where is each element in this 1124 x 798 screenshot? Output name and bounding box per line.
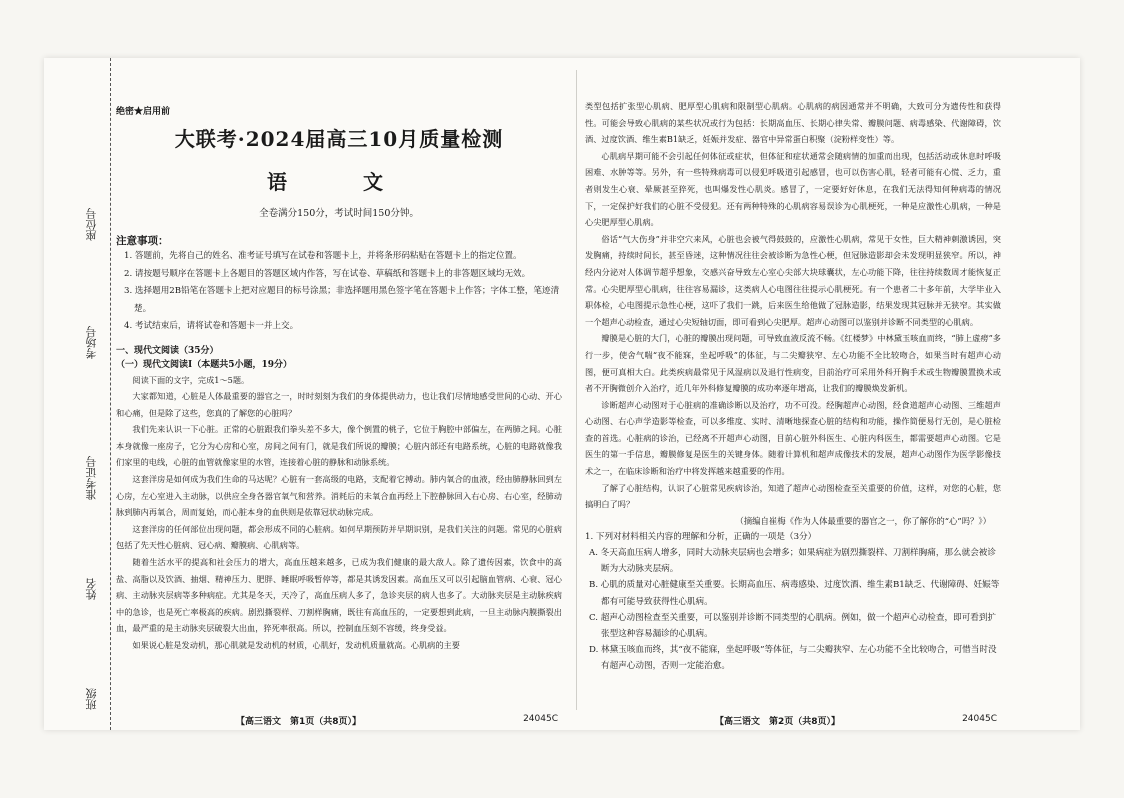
passage-source: （摘编自崔梅《作为人体最重要的器官之一，你了解你的“心”吗？》） [735,515,991,526]
passage-paragraph: 俗话“气大伤身”并非空穴来风，心脏也会被气得鼓鼓的，应激性心肌病，常见于女性，巨大精神刺激诱因，突发胸痛，持续时间长，甚至昏迷，这种情况往往会被诊断为急性心梗，但冠脉造影却会未发现明显狭窄。所以，神经内分泌对人体调节超乎想象，交感兴奋导致左心室心尖部大块球囊状，左心功能下降，往往持续数周才能恢复正常。心尖肥厚型心肌病，往往容易漏诊，这类病人心电图往往提示心肌梗死。有一个患者二十多年前，大学毕业入职体检，心电图提示急性心梗，这吓了我们一跳，后来医生给他做了冠脉造影，结果发现其冠脉并无狭窄。其实做一个超声心动检查，通过心尖短轴切面，即可看到心尖肥厚。超声心动图可以鉴别并诊断不同类型的心肌病。 [585,233,1001,327]
passage-paragraph: 这套洋房是如何成为我们生命的马达呢？心脏有一套高级的电路，支配着它搏动。肺内氧合的血液，经由肺静脉回到左心房，左心室进入主动脉，以供应全身各器官氧气和营养。消耗后的未氧合血再经上下腔静脉回入右心房、右心室，经肺动脉到肺内再氧合，周而复始，而心脏本身的血供则是依靠冠状动脉完成。 [116,474,562,518]
notice-item: 3. 选择题用2B铅笔在答题卡上把对应题目的标号涂黑；非选择题用黑色签字笔在答题卡上作答；字体工整，笔迹清楚。 [124,286,560,314]
passage-paragraph: 诊断超声心动图对于心脏病的准确诊断以及治疗，功不可没。经胸超声心动图，经食道超声心动图、三维超声心动图、右心声学造影等检查，可以多维度、实时、清晰地探查心脏的结构和功能，操作简便易行无创，是心脏检查的首选。心脏病的诊治，已经离不开超声心动图，目前心脏外科医生、心脏内科医生，都需要超声心动图。它是医生的第一手信息，瓣膜修复是医生的关键身体。随着计算机和超声成像技术的发展，超声心动图作为医学影像技术之一，在临床诊断和治疗中将发挥越来越重要的作用。 [585,399,1001,477]
passage-paragraph: 大家都知道，心脏是人体最重要的器官之一，时时刻刻为我们的身体提供动力，也让我们尽情地感受世间的心动、开心和心痛，但是除了这些，您真的了解您的心脏吗？ [116,391,562,418]
passage-paragraph: 类型包括扩张型心肌病、肥厚型心肌病和限制型心肌病。心肌病的病因通常并不明确，大致可分为遗传性和获得性。可能会导致心肌病的某些状况或行为包括：长期高血压、长期心律失常、瓣膜问题、病毒感染、代谢障碍，饮酒、过度饮酒、维生素B1缺乏，妊娠并发症、器官中异常蛋白积聚（淀粉样变性）等。 [585,101,1001,145]
page-2-number: 【高三语文 第2页（共8页）】 [715,717,841,727]
paper-code: 24045C [523,714,558,724]
option-c: C. 超声心动图检查至关重要，可以鉴别并诊断不同类型的心肌病。例如，做一个超声心动检查，即可看到扩张型这种容易漏诊的心肌病。 [589,612,997,640]
paper-code: 24045C [962,714,997,724]
page-1 [116,58,562,730]
option-d: D. 林黛玉咳血而终，其“夜不能寐，坐起呼吸”等体征，与二尖瓣狭窄、左心功能不全比较吻合，可惜当时没有超声心动图，否则一定能治愈。 [589,645,997,672]
binding-margin [44,58,111,730]
passage-paragraph: 随着生活水平的提高和社会压力的增大，高血压越来越多，已成为我们健康的最大敌人。除了遗传因素，饮食中的高盐、高脂以及饮酒、抽烟、精神压力、肥胖、睡眠呼吸暂停等，都是其诱发因素。高血压又可以引起脑血管病、心衰、冠心病、主动脉夹层病等多种病症。尤其是冬天，天冷了，高血压病人多了，急诊夹层的病人也多了。大动脉夹层是主动脉疾病中的急诊，也是死亡率极高的疾病。剧烈撕裂样、刀割样胸痛，既往有高血压的，一定要想到此病，一旦主动脉内膜撕裂出血，最严重的是主动脉夹层破裂大出血，猝死率很高。所以，控制血压刻不容缓，终身受益。 [116,557,562,634]
subject-title: 语 文 [267,170,411,194]
option-a: A. 冬天高血压病人增多，同时大动脉夹层病也会增多；如果病症为剧烈撕裂样、刀割样胸痛，那么就会被诊断为大动脉夹层病。 [589,548,996,575]
passage-paragraph: 我们先来认识一下心脏。正常的心脏跟我们拳头差不多大，像个倒置的桃子，它位于胸腔中部偏左，在两肺之间。心脏本身就像一座房子，它分为心房和心室，房间之间有门，就是我们所说的瓣膜；心脏内部还有电路系统，心脏的电路就像我们家里的电线，心脏的血管就像家里的水管，连接着心脏的静脉和动脉系统。 [116,424,562,468]
section-heading: 一、现代文阅读（35分） [116,345,219,356]
page-divider [576,70,577,710]
ticket-field-label: 准考证号 [85,456,98,500]
passage-paragraph: 这套洋房的任何部位出现问题，都会形成不同的心脏病。如何早期预防并早期识别，是我们关注的问题。常见的心脏病包括了先天性心脏病、冠心病、瓣膜病、心肌病等。 [116,523,562,551]
passage-paragraph: 如果说心脏是发动机，那心肌就是发动机的材质，心肌好，发动机质量就高。心肌病的主要 [132,640,460,650]
name-field-label: 姓名 [85,578,98,600]
option-b: B. 心肌的质量对心脏健康至关重要。长期高血压、病毒感染、过度饮酒、维生素B1缺乏、代谢障碍、妊娠等都有可能导致获得性心肌病。 [589,580,1000,607]
notice-item: 1. 答题前，先将自己的姓名、准考证号填写在试卷和答题卡上，并将条形码粘贴在答题卡上的指定位置。 [124,251,522,261]
room-field-label: 考场号 [85,326,98,359]
page-2 [585,58,1001,730]
exam-title: 大联考·2024届高三10月质量检测 [174,127,504,151]
passage-paragraph: 了解了心脏结构，认识了心脏常见疾病诊治，知道了超声心动图检查至关重要的价值，这样，对您的心脏，您搞明白了吗？ [585,482,1001,510]
notice-item: 2. 请按题号顺序在答题卡上各题目的答题区域内作答，写在试卷、草稿纸和答题卡上的非答题区域均无效。 [124,268,531,279]
seat-field-label: 座位号 [85,208,98,241]
question-1-stem: 1. 下列对材料相关内容的理解和分析，正确的一项是（3分） [585,531,817,542]
secret-mark: 绝密★启用前 [116,107,171,117]
notice-heading: 注意事项： [116,235,169,247]
page-1-number: 【高三语文 第1页（共8页）】 [236,717,362,727]
passage-paragraph: 瓣膜是心脏的大门，心脏的瓣膜出现问题，可导致血液反流不畅。《红楼梦》中林黛玉咳血而终，“肺上虚痨”多行一步，使舍气喘“夜不能寐，坐起呼吸”的体征，与二尖瓣狭窄、左心功能不全比较吻合，如果当时有超声心动图，便可真相大白。此类疾病最常见于风湿病以及退行性病变，目前治疗可采用外科开胸手术或生物瓣膜置换术或者不开胸微创介入治疗，近几年外科修复瓣膜的成功率逐年增高，让我们的瓣膜焕发新机。 [585,333,1001,394]
reading-instruction: 阅读下面的文字，完成1～5题。 [132,374,250,385]
notice-item: 4. 考试结束后，请将试卷和答题卡一并上交。 [124,321,299,331]
class-field-label: 班级 [85,688,98,710]
passage-paragraph: 心肌病早期可能不会引起任何体征或症状，但体征和症状通常会随病情的加重而出现，包括活动或休息时呼吸困难、水肿等等。另外，有一些特殊病毒可以侵犯呼吸道引起感冒，也可以伤害心肌，轻者可能有心慌、乏力，重者则发生心衰、晕厥甚至猝死，也叫爆发性心肌炎。感冒了，一定要好好休息，在我们无法得知何种病毒的情况下，一定保护好我们的心脏不受侵犯。还有两种特殊的心肌病容易误诊为心肌梗死，一种是应激性心肌病，一种是心尖肥厚型心肌病。 [585,150,1001,228]
exam-meta: 全卷满分150分，考试时间150分钟。 [259,208,419,219]
subsection-heading: （一）现代文阅读Ⅰ（本题共5小题，19分） [116,359,292,370]
